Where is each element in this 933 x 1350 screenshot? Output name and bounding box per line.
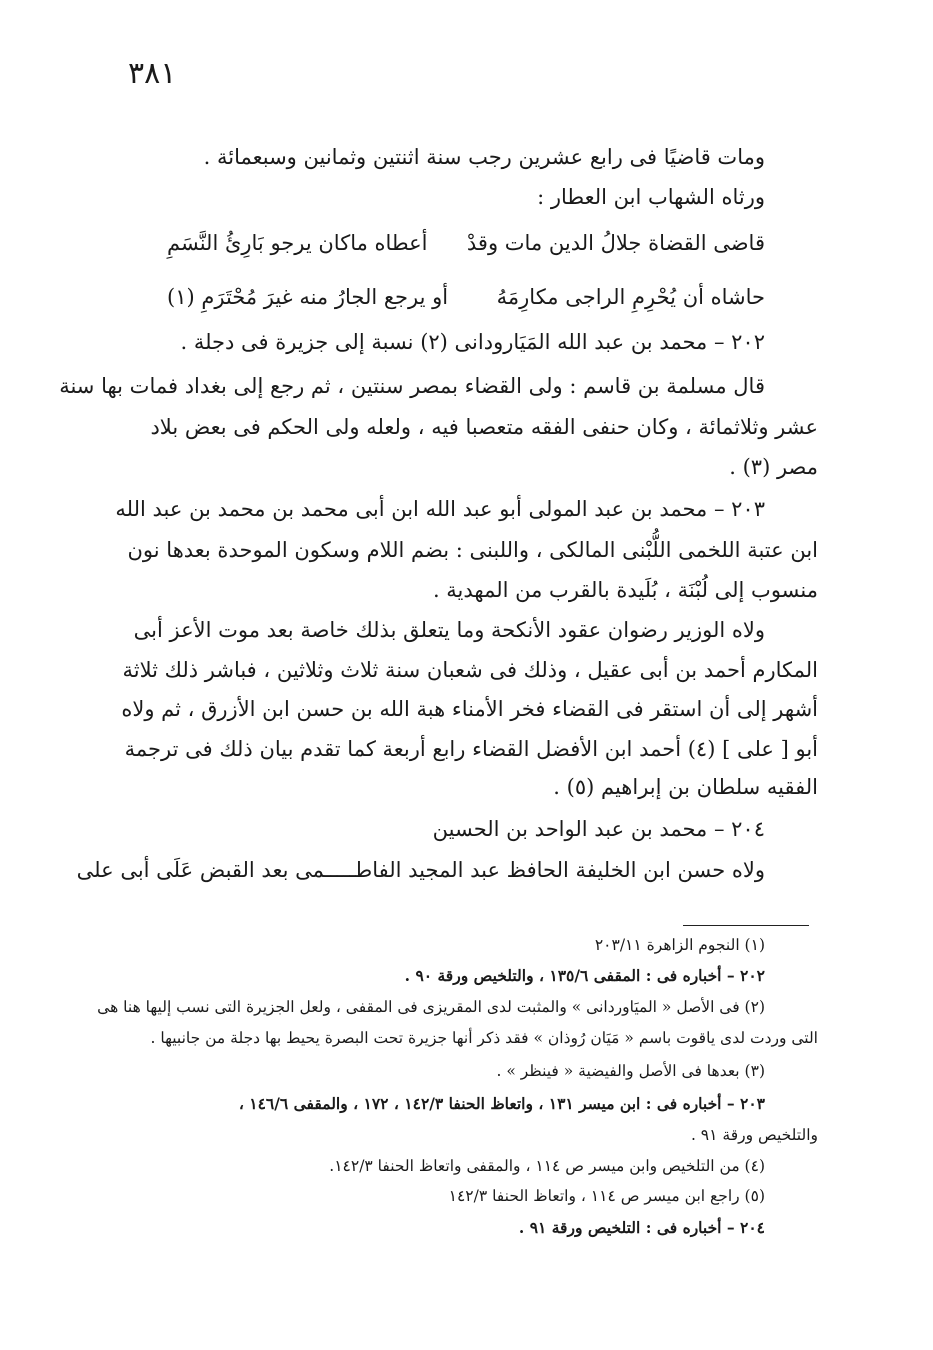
verse-hemistich: قاضى القضاة جلالُ الدين مات وقدْ <box>466 231 765 255</box>
body-line: أشهر إلى أن استقر فى القضاء فخر الأمناء هبة الله بن حسن ابن الأزرق ، ثم ولاه <box>121 697 818 721</box>
footnote: (١) النجوم الزاهرة ٢٠٣/١١ <box>594 936 765 954</box>
body-line: ورثاه الشهاب ابن العطار : <box>537 185 765 209</box>
verse-hemistich: أعطاه ماكان يرجو بَارِئُ النَّسَمِ <box>167 231 428 255</box>
footnote-separator <box>683 925 809 926</box>
body-line: قال مسلمة بن قاسم : ولى القضاء بمصر سنتين ، ثم رجع إلى بغداد فمات بها سنة <box>59 374 765 398</box>
entry-heading: ٢٠٣ – محمد بن عبد المولى أبو عبد الله ابن أبى محمد بن محمد بن عبد الله <box>115 497 765 521</box>
body-line: أبو [ على ] (٤) أحمد ابن الأفضل القضاء رابع أربعة كما تقدم بيان ذلك فى ترجمة <box>124 737 818 761</box>
entry-heading: ٢٠٢ – محمد بن عبد الله المَيَارودانى (٢) نسبة إلى جزيرة فى دجلة . <box>180 330 765 354</box>
footnote: والتلخيص ورقة ٩١ . <box>690 1126 818 1144</box>
footnote: (٣) بعدها فى الأصل والفيضية « فينظر » . <box>496 1062 765 1080</box>
body-line: ولاه الوزير رضوان عقود الأنكحة وما يتعلق بذلك خاصة بعد موت الأعز أبى <box>133 618 765 642</box>
body-line: مصر (٣) . <box>729 455 818 479</box>
body-line: ولاه حسن ابن الخليفة الحافظ عبد المجيد الفاطـــــمى بعد القبض عَلَى أبى على <box>76 858 765 882</box>
page-number: ٣٨١ <box>128 56 177 91</box>
body-line: الفقيه سلطان بن إبراهيم (٥) . <box>553 775 818 799</box>
footnote: ٢٠٢ – أخباره فى : المقفى ١٣٥/٦ ، والتلخيص ورقة ٩٠ . <box>404 966 765 985</box>
body-line: ابن عتبة اللخمى اللُّبْنى المالكى ، واللبنى : بضم اللام وسكون الموحدة بعدها نون <box>127 538 818 562</box>
verse-hemistich: حاشاه أن يُحْرِمِ الراجى مكارِمَهُ <box>496 285 765 309</box>
body-line: عشر وثلاثمائة ، وكان حنفى الفقه متعصبا فيه ، ولعله ولى الحكم فى بعض بلاد <box>150 415 818 439</box>
footnote: (٢) فى الأصل « الميَاوردانى » والمثبت لدى المقريزى فى المقفى ، ولعل الجزيرة التى نسب إليها هنا هى <box>97 998 765 1016</box>
footnote: (٤) من التلخيص وابن ميسر ص ١١٤ ، والمقفى واتعاظ الحنفا ١٤٢/٣. <box>329 1157 765 1175</box>
footnote: التى وردت لدى ياقوت باسم « مَيَان رُوذان » فقد ذكر أنها جزيرة تحت البصرة يحيط بها دجلة من جانبيها . <box>150 1029 818 1047</box>
body-line: ومات قاضيًا فى رابع عشرين رجب سنة اثنتين وثمانين وسبعمائة . <box>203 145 765 169</box>
entry-heading: ٢٠٤ – محمد بن عبد الواحد بن الحسين <box>432 817 765 841</box>
body-line: منسوب إلى لُبْنَة ، بُلَيدة بالقرب من المهدية . <box>432 578 818 602</box>
footnote: (٥) راجع ابن ميسر ص ١١٤ ، واتعاظ الحنفا ١٤٢/٣ <box>448 1187 765 1205</box>
footnote: ٢٠٣ – أخباره فى : ابن ميسر ١٣١ ، واتعاظ الحنفا ١٤٢/٣ ، ١٧٢ ، والمقفى ١٤٦/٦ ، <box>238 1094 765 1113</box>
footnote: ٢٠٤ – أخباره فى : التلخيص ورقة ٩١ . <box>518 1218 765 1237</box>
body-line: المكارم أحمد بن أبى عقيل ، وذلك فى شعبان سنة ثلاث وثلاثين ، فباشر ذلك ثلاثة <box>122 658 818 682</box>
verse-hemistich: أو يرجع الجارُ منه غيرَ مُحْتَرَمِ (١) <box>167 285 449 309</box>
